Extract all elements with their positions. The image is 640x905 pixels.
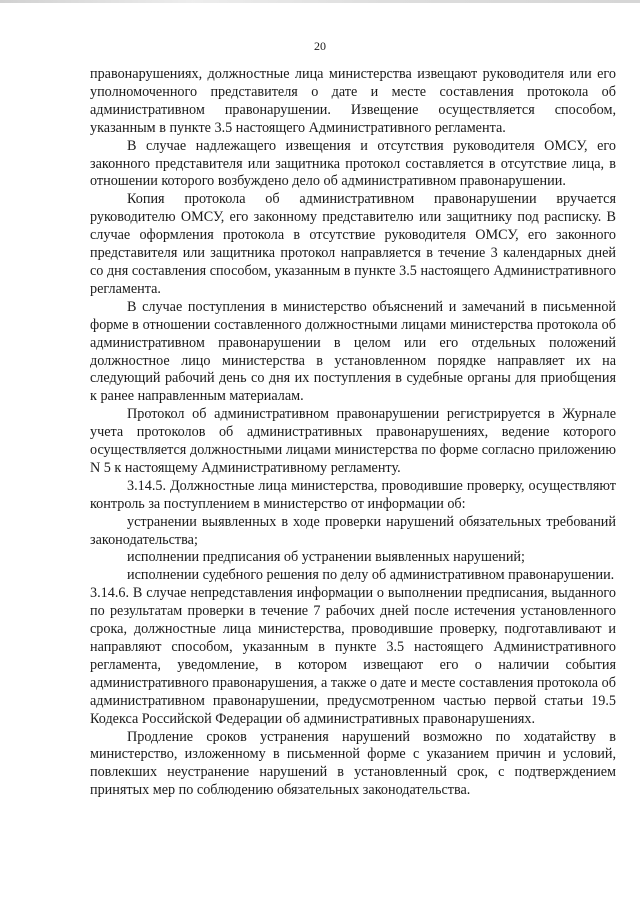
page-number: 20 bbox=[314, 39, 326, 53]
scan-top-edge bbox=[0, 0, 640, 3]
paragraph-continuation: правонарушениях, должностные лица министерства извещают руководителя или его уполномоченного представителя о дате и месте составления протокола об административном правонарушении. Извещение осуществляется способом, указанным в пункте 3.5 настоящего Административного регламента. bbox=[90, 66, 616, 136]
paragraph: В случае надлежащего извещения и отсутствия руководителя ОМСУ, его законного представителя или защитника протокол составляется в отсутствие лица, в отношении которого возбуждено дело об административном правонарушении. bbox=[90, 137, 616, 190]
document-body bbox=[90, 66, 616, 800]
paragraph: Протокол об административном правонарушении регистрируется в Журнале учета протоколов об административных правонарушениях, ведение которого осуществляется должностными лицами министерства по форме согласно приложению N 5 к настоящему Административному регламенту. bbox=[90, 406, 616, 476]
list-item: устранении выявленных в ходе проверки нарушений обязательных требований законодательства; bbox=[90, 513, 616, 548]
list-item: исполнении предписания об устранении выявленных нарушений; bbox=[127, 549, 525, 566]
list-item: исполнении судебного решения по делу об административном правонарушении. bbox=[127, 567, 615, 584]
paragraph: Копия протокола об административном правонарушении вручается руководителю ОМСУ, его законному представителю или защитнику под расписку. В случае оформления протокола в отсутствие руководителя ОМСУ, его законного представителя или защитника протокол направляется в течение 3 календарных дней со дня составления способом, указанным в пункте 3.5 настоящего Административного регламента. bbox=[90, 191, 616, 297]
paragraph-3-14-5: 3.14.5. Должностные лица министерства, проводившие проверку, осуществляют контроль за поступлением в министерство от информации об: bbox=[90, 477, 616, 512]
paragraph: Продление сроков устранения нарушений возможно по ходатайству в министерство, изложенному в письменной форме с указанием причин и условий, повлекших неустранение нарушений в установленный срок, с подтверждением принятых мер по соблюдению обязательных законодательства. bbox=[90, 728, 616, 799]
paragraph: В случае поступления в министерство объяснений и замечаний в письменной форме в отношении составленного должностными лицами министерства протокола об административном правонарушении в целом или его отдельных положений должностное лицо министерства в установленном порядке направляет их на следующий рабочий день со дня их поступления в судебные органы для приобщения к ранее направленным материалам. bbox=[90, 298, 616, 405]
paragraph-3-14-6: 3.14.6. В случае непредставления информации о выполнении предписания, выданного по результатам проверки в течение 7 рабочих дней после истечения установленного срока, должностные лица министерства, проводившие проверку, подготавливают и направляют способом, указанным в пункте 3.5 настоящего Административного регламента, уведомление, в котором извещают его о наличии события административного правонарушения, а также о дате и месте составления протокола об административном правонарушении, предусмотренном частью первой статьи 19.5 Кодекса Российской Федерации об административных правонарушениях. bbox=[90, 585, 616, 727]
